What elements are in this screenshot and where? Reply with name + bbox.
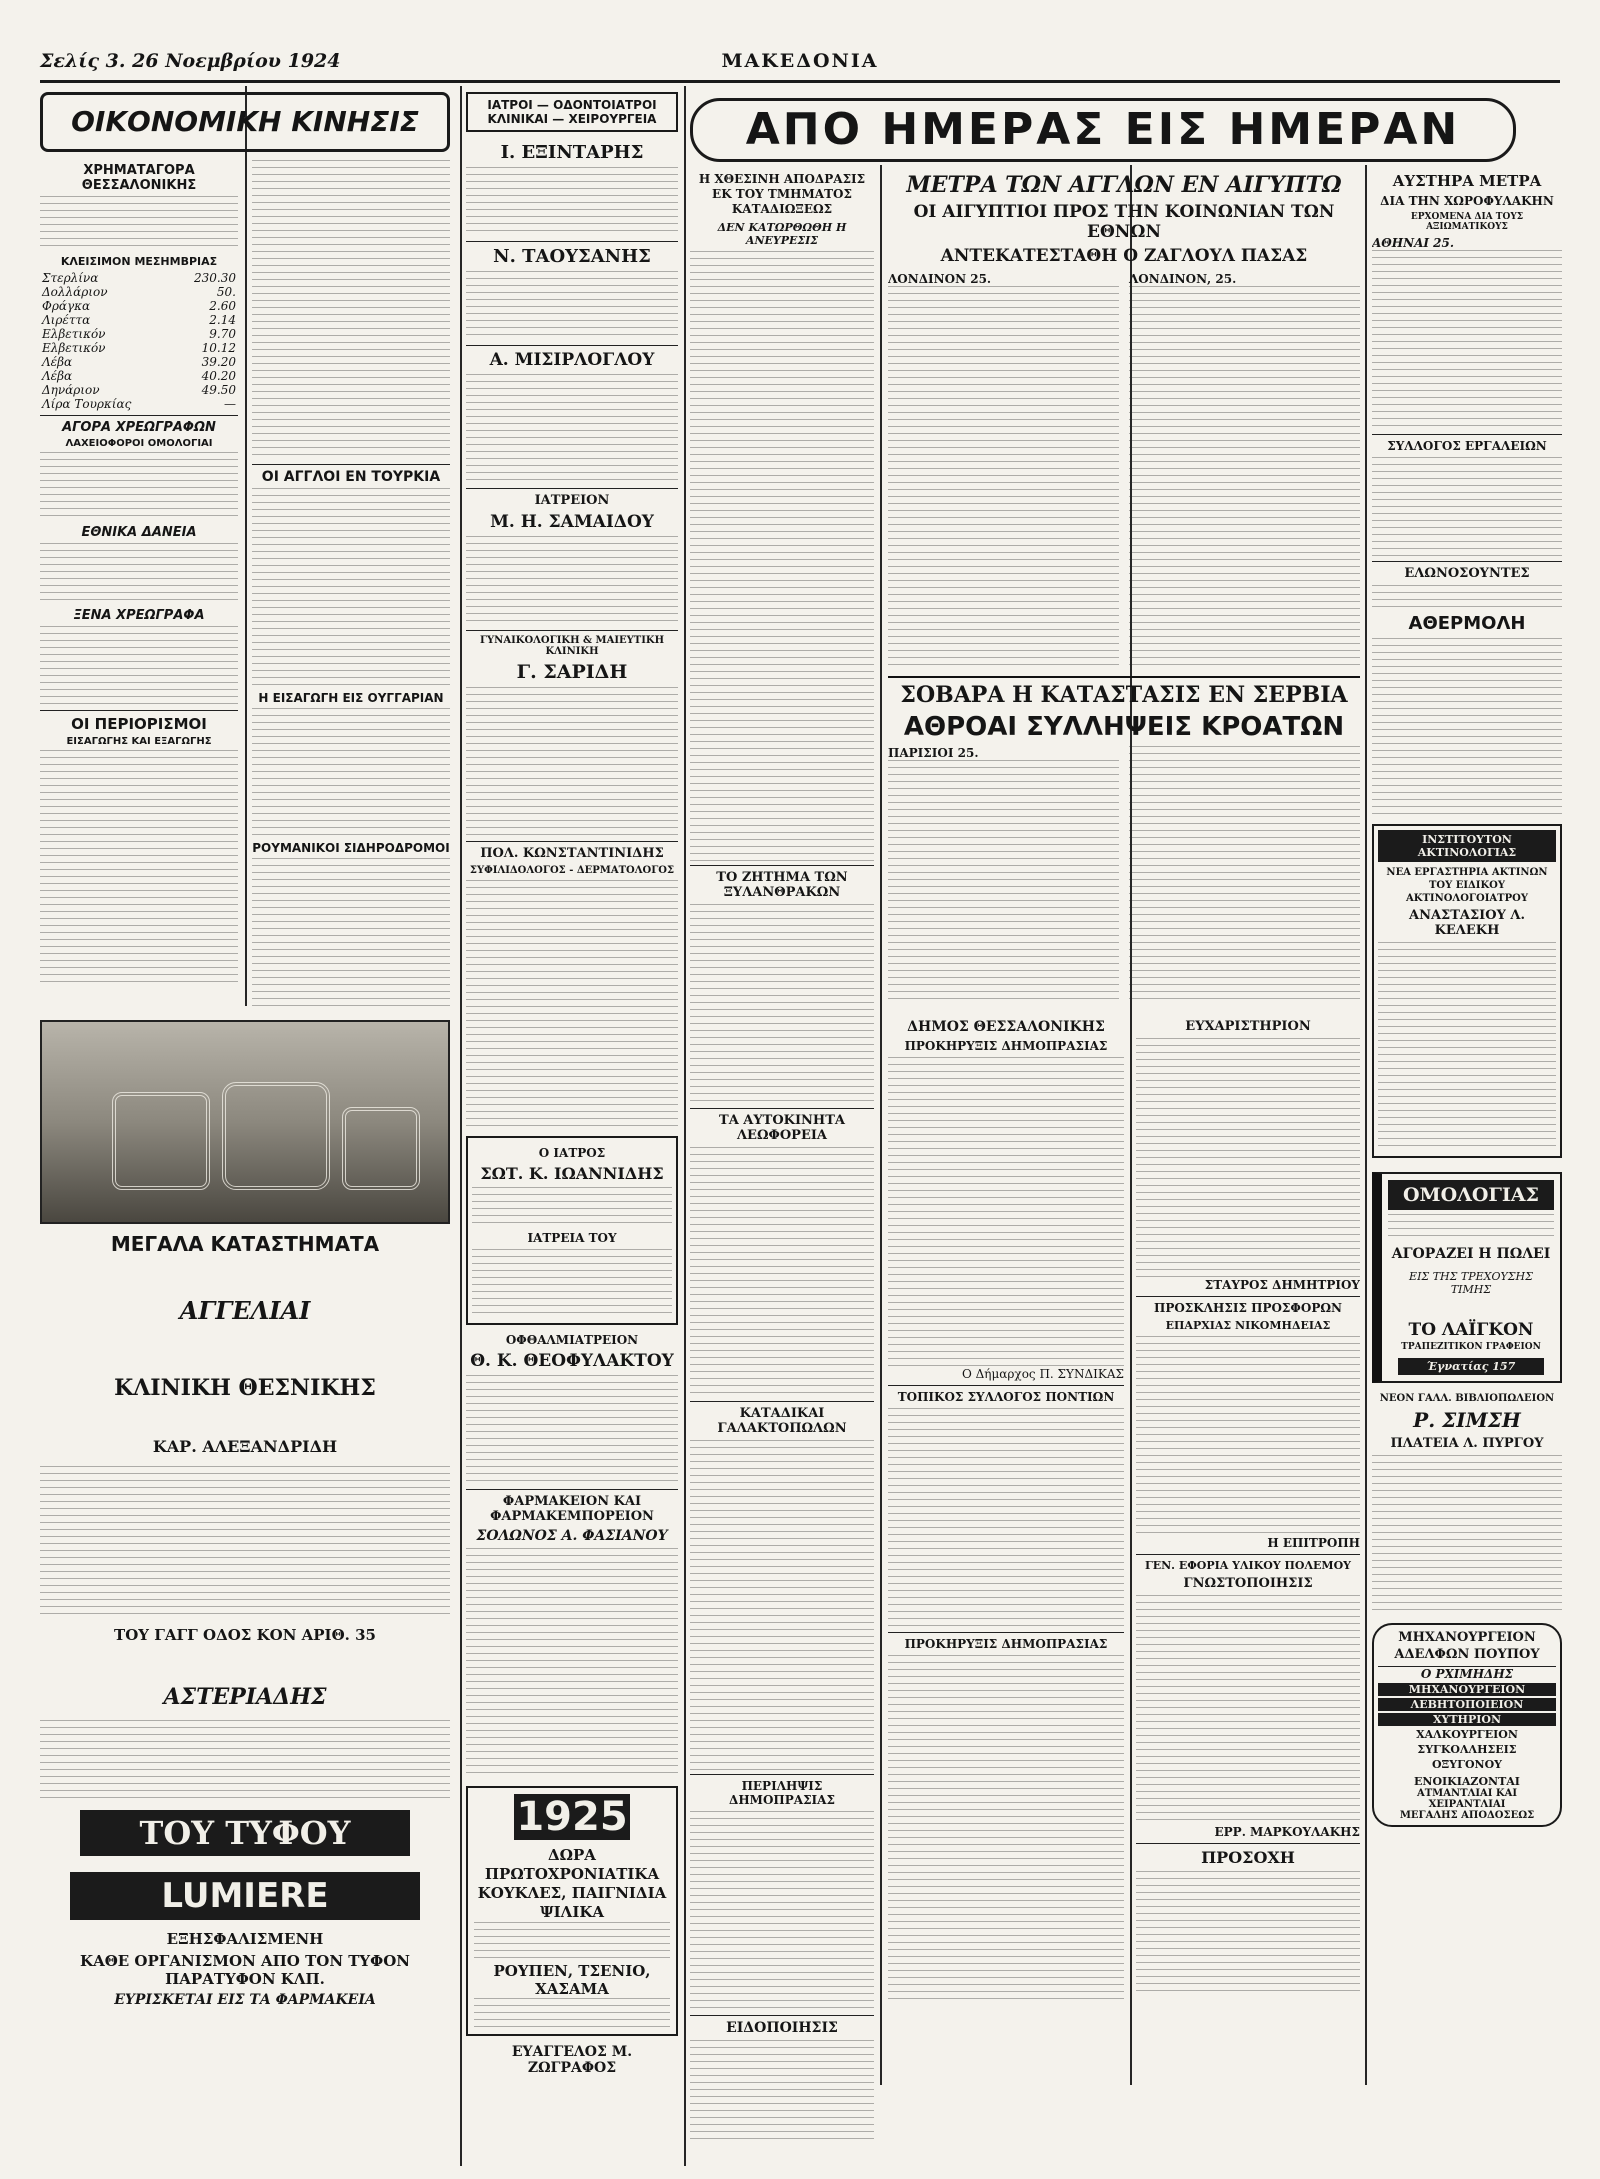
pharmacy-label: ΦΑΡΜΑΚΕΙΟΝ ΚΑΙ ΦΑΡΜΑΚΕΜΠΟΡΕΙΟΝ: [490, 1494, 654, 1524]
stock-subtitle: ΛΑΧΕΙΟΦΟΡΟΙ ΟΜΟΛΟΓΙΑΙ: [65, 438, 213, 449]
signature: Η ΕΠΙΤΡΟΠΗ: [1267, 1536, 1360, 1550]
main-banner: ΑΠΟ ΗΜΕΡΑΣ ΕΙΣ ΗΜΕΡΑΝ: [690, 98, 1516, 162]
article-subtitle: ΓΝΩΣΤΟΠΟΙΗΣΙΣ: [1183, 1576, 1313, 1591]
furniture-photo: [40, 1020, 450, 1224]
article-title: ΤΑ ΑΥΤΟΚΙΝΗΤΑ ΛΕΩΦΟΡΕΙΑ: [719, 1113, 845, 1143]
doctor-name: Μ. Η. ΣΑΜΑΙΔΟΥ: [490, 512, 654, 532]
foreign-title: ΞΕΝΑ ΧΡΕΩΓΡΑΦΑ: [73, 608, 205, 623]
signature: ΕΡΡ. ΜΑΡΚΟΥΛΑΚΗΣ: [1214, 1825, 1360, 1839]
rail-title: ΡΟΥΜΑΝΙΚΟΙ ΣΙΔΗΡΟΔΡΟΜΟΙ: [252, 841, 450, 855]
article-title: ΕΙΔΟΠΟΙΗΣΙΣ: [726, 2020, 838, 2036]
pharmacy-name: ΣΟΛΩΝΟΣ Α. ΦΑΣΙΑΝΟΥ: [476, 1528, 668, 1544]
doctor-name: ΠΟΛ. ΚΩΝΣΤΑΝΤΙΝΙΔΗΣ: [480, 846, 664, 861]
advertiser-name: ΕΥΑΓΓΕΛΟΣ Μ. ΖΩΓΡΑΦΟΣ: [511, 2044, 633, 2076]
header-rule: [40, 80, 1560, 83]
machine-shop-ad: ΜΗΧΑΝΟΥΡΓΕΙΟΝ ΑΔΕΛΦΩΝ ΠΟΥΠΟΥ Ο ΡΧΙΜΗΔΗΣ ΜΗΧΑΝΟΥΡΓΕΙΟΝ ΛΕΒΗΤΟΠΟΙΕΙΟΝ ΧΥΤΗΡΙΟΝ ΧΑΛΚΟΥΡΓΕΙΟΝ ΣΥΓΚΟΛΛΗΣΕΙΣ ΟΞΥΓΟΝΟΥ ΕΝΟΙΚΙΑΖΟΝΤΑΙ ΑΤΜΑΝΤΛΙΑΙ ΚΑΙ ΧΕΙΡΑΝΤΛΙΑΙ ΜΕΓΑΛΗΣ ΑΠΟΔΟΣΕΩΣ: [1372, 1623, 1562, 1827]
ad-line: ΑΣΤΕΡΙΑΔΗΣ: [163, 1684, 327, 1710]
page-date: Σελίς 3. 26 Νοεμβρίου 1924: [40, 50, 341, 72]
doctor-name: Θ. Κ. ΘΕΟΦΥΛΑΚΤΟΥ: [470, 1351, 674, 1371]
xray-ad: ΙΝΣΤΙΤΟΥΤΟΝ ΑΚΤΙΝΟΛΟΓΙΑΣ ΝΕΑ ΕΡΓΑΣΤΗΡΙΑ ΑΚΤΙΝΩΝ ΤΟΥ ΕΙΔΙΚΟΥ ΑΚΤΙΝΟΛΟΓΟΙΑΤΡΟΥ ΑΝΑΣΤΑΣΙΟΥ Λ. ΚΕΛΕΚΗ: [1372, 824, 1562, 1158]
table-row: Δηνάριον 49.50: [42, 383, 236, 397]
dateline: ΠΑΡΙΣΙΟΙ 25.: [888, 746, 979, 760]
article-title: ΤΟ ΖΗΤΗΜΑ ΤΩΝ ΞΥΛΑΝΘΡΑΚΩΝ: [716, 870, 848, 900]
ad-line: LUMIERE: [70, 1872, 420, 1920]
right-column: ΑΥΣΤΗΡΑ ΜΕΤΡΑ ΔΙΑ ΤΗΝ ΧΩΡΟΦΥΛΑΚΗΝ ΕΡΧΟΜΕΝΑ ΔΙΑ ΤΟΥΣ ΑΞΙΩΜΑΤΙΚΟΥΣ ΑΘΗΝΑΙ 25. ΣΥΛΛΟΓΟΣ ΕΡΓΑΛΕΙΩΝ ΕΛΩΝΟΣΟΥΝΤΕΣ ΑΘΕΡΜΟΛΗ ΙΝΣΤΙΤΟΥΤΟΝ ΑΚΤΙΝΟΛΟΓΙΑΣ ΝΕΑ ΕΡΓΑΣΤΗΡΙΑ ΑΚΤΙΝΩΝ ΤΟΥ ΕΙΔΙΚΟΥ ΑΚΤΙΝΟΛΟΓΟΙΑΤΡΟΥ ΑΝΑΣΤΑΣΙΟΥ Λ. ΚΕΛΕΚΗ ΟΜΟΛΟΓΙΑΣ ΑΓΟΡΑΖΕΙ Η ΠΩΛΕΙ ΕΙΣ ΤΗΣ ΤΡΕΧΟΥΣΗΣ ΤΙΜΗΣ ΤΟ ΛΑΪΓΚΟΝ ΤΡΑΠΕΖΙΤΙΚΟΝ ΓΡΑΦΕΙΟΝ Έγνατίας 157 ΝΕΟΝ ΓΑΛΛ. ΒΙΒΛΙΟΠΩΛΕΙΟΝ Ρ. ΣΙΜΣΗ ΠΛΑΤΕΙΑ Λ. ΠΥΡΓΟΥ ΜΗΧΑΝΟΥΡΓΕΙΟΝ ΑΔΕΛΦΩΝ ΠΟΥΠΟΥ Ο ΡΧΙΜΗΔΗΣ ΜΗΧΑΝΟΥΡΓΕΙΟΝ ΛΕΒΗΤΟΠΟΙΕΙΟΝ ΧΥΤΗΡΙΟΝ ΧΑΛΚΟΥΡΓΕΙΟΝ ΣΥΓΚΟΛΛΗΣΕΙΣ ΟΞΥΓΟΝΟΥ ΕΝΟΙΚΙΑΖΟΝΤΑΙ ΑΤΜΑΝΤΛΙΑΙ ΚΑΙ ΧΕΙΡΑΝΤΛΙΑΙ ΜΕΓΑΛΗΣ ΑΠΟΔΟΣΕΩΣ: [1372, 168, 1562, 2158]
article-title: Η ΧΘΕΣΙΝΗ ΑΠΟΔΡΑΣΙΣ ΕΚ ΤΟΥ ΤΜΗΜΑΤΟΣ ΚΑΤΑΔΙΩΞΕΩΣ: [698, 172, 866, 216]
economic-banner: ΟΙΚΟΝΟΜΙΚΗ ΚΙΝΗΣΙΣ: [40, 92, 450, 152]
market-title: ΧΡΗΜΑΤΑΓΟΡΑ ΘΕΣΣΑΛΟΝΙΚΗΣ: [81, 163, 197, 193]
economic-section: [40, 92, 450, 1012]
signature: Ο Δήμαρχος Π. ΣΥΝΔΙΚΑΣ: [961, 1367, 1124, 1381]
ad-line: ΤΟΥ ΤΥΦΟΥ: [80, 1810, 410, 1856]
column-rule: [684, 86, 686, 2166]
doctor-name: Γ. ΣΑΡΙΔΗ: [516, 661, 628, 683]
doctor-name: Α. ΜΙΣΙΡΛΟΓΛΟΥ: [489, 350, 655, 370]
hungary-title: Η ΕΙΣΑΓΩΓΗ ΕΙΣ ΟΥΓΓΑΡΙΑΝ: [258, 691, 444, 705]
article-title: ΠΡΟΚΗΡΥΞΙΣ ΔΗΜΟΠΡΑΣΙΑΣ: [904, 1637, 1108, 1651]
dateline: ΑΘΗΝΑΙ 25.: [1372, 236, 1455, 250]
article-title: ΕΛΩΝΟΣΟΥΝΤΕΣ: [1404, 566, 1530, 581]
article-title: ΣΥΛΛΟΓΟΣ ΕΡΓΑΛΕΙΩΝ: [1387, 439, 1547, 453]
table-row: Στερλίνα 230.30: [42, 271, 236, 285]
article-subtitle: ΕΡΧΟΜΕΝΑ ΔΙΑ ΤΟΥΣ ΑΞΙΩΜΑΤΙΚΟΥΣ: [1410, 212, 1524, 232]
stock-title: ΑΓΟΡΑ ΧΡΕΩΓΡΑΦΩΝ: [62, 420, 216, 435]
article-subtitle: ΠΡΟΚΗΡΥΞΙΣ ΔΗΜΟΠΡΑΣΙΑΣ: [904, 1039, 1108, 1053]
clinic-label: ΙΑΤΡΕΙΟΝ: [534, 493, 610, 508]
table-row: Ελβετικόν 9.70: [42, 327, 236, 341]
article-subtitle: ΑΝΤΕΚΑΤΕΣΤΑΘΗ Ο ΖΑΓΛΟΥΛ ΠΑΣΑΣ: [940, 246, 1308, 266]
article-title: ΚΑΤΑΔΙΚΑΙ ΓΑΛΑΚΤΟΠΩΛΩΝ: [717, 1406, 847, 1436]
doctors-header: ΙΑΤΡΟΙ — ΟΔΟΝΤΟΙΑΤΡΟΙ ΚΛΙΝΙΚΑΙ — ΧΕΙΡΟΥΡΓΕΙΑ: [466, 92, 678, 132]
column-rule: [460, 86, 462, 2166]
clinic-label: ΟΦΘΑΛΜΙΑΤΡΕΙΟΝ: [505, 1333, 639, 1347]
ad-title: ΙΝΣΤΙΤΟΥΤΟΝ ΑΚΤΙΝΟΛΟΓΙΑΣ: [1378, 830, 1556, 862]
article-title: ΓΕΝ. ΕΦΟΡΙΑ ΥΛΙΚΟΥ ΠΟΛΕΜΟΥ: [1144, 1559, 1352, 1572]
ad-title: ΟΜΟΛΟΓΙΑΣ: [1388, 1180, 1554, 1210]
ad-title: ΜΕΓΑΛΑ ΚΑΤΑΣΤΗΜΑΤΑ: [110, 1232, 380, 1256]
table-row: Λιρέττα 2.14: [42, 313, 236, 327]
article-subtitle: ΔΙΑ ΤΗΝ ΧΩΡΟΦΥΛΑΚΗΝ: [1380, 194, 1554, 208]
column-rule: [880, 165, 882, 2085]
rates-table: [40, 271, 238, 411]
doctor-name: ΑΝΑΣΤΑΣΙΟΥ Λ. ΚΕΛΕΚΗ: [1408, 908, 1526, 938]
turkey-title: ΟΙ ΑΓΓΛΟΙ ΕΝ ΤΟΥΡΚΙΑ: [261, 469, 441, 485]
ad-line: ΕΥΡΙΣΚΕΤΑΙ ΕΙΣ ΤΑ ΦΑΡΜΑΚΕΙΑ: [114, 1992, 376, 2008]
dateline: ΛΟΝΔΙΝΟΝ, 25.: [1129, 272, 1237, 286]
doctor-name: ΣΩΤ. Κ. ΙΩΑΝΝΙΔΗΣ: [480, 1164, 664, 1183]
egypt-article: [888, 168, 1360, 668]
clinic-label: ΣΥΦΙΛΙΔΟΛΟΓΟΣ - ΔΕΡΜΑΤΟΛΟΓΟΣ: [469, 865, 675, 876]
left-advertisement: [40, 1020, 450, 2150]
doctor-name: Ν. ΤΑΟΥΣΑΝΗΣ: [493, 246, 651, 267]
bank-address: Έγνατίας 157: [1398, 1358, 1544, 1375]
ad-line: ΚΛΙΝΙΚΗ ΘΕΣΝΙΚΗΣ: [114, 1375, 376, 1401]
bank-ad: ΟΜΟΛΟΓΙΑΣ ΑΓΟΡΑΖΕΙ Η ΠΩΛΕΙ ΕΙΣ ΤΗΣ ΤΡΕΧΟΥΣΗΣ ΤΙΜΗΣ ΤΟ ΛΑΪΓΚΟΝ ΤΡΑΠΕΖΙΤΙΚΟΝ ΓΡΑΦΕΙΟΝ Έγνατίας 157: [1372, 1172, 1562, 1383]
limits-title: ΟΙ ΠΕΡΙΟΡΙΣΜΟΙ: [71, 715, 207, 733]
brand-name: ΑΘΕΡΜΟΛΗ: [1408, 613, 1526, 634]
limits-subtitle: ΕΙΣΑΓΩΓΗΣ ΚΑΙ ΕΞΑΓΩΓΗΣ: [66, 736, 212, 747]
ad-title: ΜΗΧΑΝΟΥΡΓΕΙΟΝ ΑΔΕΛΦΩΝ ΠΟΥΠΟΥ: [1394, 1630, 1540, 1662]
clinic-label: ΓΥΝΑΙΚΟΛΟΓΙΚΗ & ΜΑΙΕΥΤΙΚΗ ΚΛΙΝΙΚΗ: [479, 635, 665, 657]
table-row: Λίρα Τουρκίας —: [42, 397, 236, 411]
masthead: ΜΑΚΕΔΟΝΙΑ: [721, 50, 879, 72]
article-title: ΠΡΟΣΚΛΗΣΙΣ ΠΡΟΣΦΟΡΩΝ: [1153, 1301, 1342, 1315]
serbia-article: [888, 672, 1360, 1012]
city-column: [888, 1015, 1124, 2155]
table-row: Δολλάριον 50.: [42, 285, 236, 299]
ad-line: ΑΓΓΕΛΙΑΙ: [179, 1296, 311, 1325]
article-title: ΠΡΟΣΟΧΗ: [1201, 1848, 1295, 1867]
loans-title: ΕΘΝΙΚΑ ΔΑΝΕΙΑ: [81, 525, 197, 540]
ad-line: ΕΞΗΣΦΑΛΙΣΜΕΝΗ: [166, 1930, 324, 1948]
bank-name: ΤΟ ΛΑΪΓΚΟΝ: [1408, 1320, 1534, 1340]
table-row: Λέβα 40.20: [42, 369, 236, 383]
signature: ΣΤΑΥΡΟΣ ΔΗΜΗΤΡΙΟΥ: [1204, 1278, 1360, 1292]
dateline: ΛΟΝΔΙΝΟΝ 25.: [888, 272, 992, 286]
table-row: Φράγκα 2.60: [42, 299, 236, 313]
closing-title: ΚΛΕΙΣΙΜΟΝ ΜΕΣΗΜΒΡΙΑΣ: [60, 255, 218, 268]
article-title: ΜΕΤΡΑ ΤΩΝ ΑΓΓΛΩΝ ΕΝ ΑΙΓΥΠΤΩ: [906, 172, 1342, 198]
table-row: Λέβα 39.20: [42, 355, 236, 369]
gifts-text: ΔΩΡΑ ΠΡΩΤΟΧΡΟΝΙΑΤΙΚΑ ΚΟΥΚΛΕΣ, ΠΑΙΓΝΙΔΙΑ ΨΙΛΙΚΑ: [477, 1846, 667, 1921]
article-title: ΠΕΡΙΛΗΨΙΣ ΔΗΜΟΠΡΑΣΙΑΣ: [729, 1779, 835, 1807]
article-subtitle: ΟΙ ΑΙΓΥΠΤΙΟΙ ΠΡΟΣ ΤΗΝ ΚΟΙΝΩΝΙΑΝ ΤΩΝ ΕΘΝΩΝ: [913, 202, 1335, 242]
article-title: ΑΥΣΤΗΡΑ ΜΕΤΡΑ: [1392, 172, 1542, 190]
doctor-box: Ο ΙΑΤΡΟΣ ΣΩΤ. Κ. ΙΩΑΝΝΙΔΗΣ ΙΑΤΡΕΙΑ ΤΟΥ: [466, 1136, 678, 1325]
gifts-ad: [466, 1786, 678, 2036]
article-title: ΤΟΠΙΚΟΣ ΣΥΛΛΟΓΟΣ ΠΟΝΤΙΩΝ: [897, 1390, 1115, 1404]
page-header: [40, 50, 1560, 76]
article-title: ΔΗΜΟΣ ΘΕΣΣΑΛΟΝΙΚΗΣ: [907, 1019, 1105, 1035]
doctor-name: Ι. ΕΞΙΝΤΑΡΗΣ: [500, 142, 644, 163]
article-subtitle: ΔΕΝ ΚΑΤΩΡΘΩΘΗ Η ΑΝΕΥΡΕΣΙΣ: [717, 221, 847, 247]
article-subtitle: ΑΘΡΟΑΙ ΣΥΛΛΗΨΕΙΣ ΚΡΟΑΤΩΝ: [903, 712, 1345, 742]
ad-line: ΤΟΥ ΓΑΓΓ ΟΔΟΣ ΚΟΝ ΑΡΙΘ. 35: [114, 1626, 376, 1644]
notices-column: [1136, 1015, 1360, 2155]
local-news-column: [690, 168, 874, 2158]
ad-line: ΚΑΡ. ΑΛΕΞΑΝΔΡΙΔΗ: [152, 1437, 338, 1456]
article-title: ΕΥΧΑΡΙΣΤΗΡΙΟΝ: [1185, 1019, 1311, 1034]
ad-line: ΚΑΘΕ ΟΡΓΑΝΙΣΜΟΝ ΑΠΟ ΤΟΝ ΤΥΦΟΝ ΠΑΡΑΤΥΦΟΝ ΚΛΠ.: [80, 1952, 410, 1988]
store-name: Ρ. ΣΙΜΣΗ: [1413, 1408, 1521, 1432]
table-row: Ελβετικόν 10.12: [42, 341, 236, 355]
article-title: ΣΟΒΑΡΑ Η ΚΑΤΑΣΤΑΣΙΣ ΕΝ ΣΕΡΒΙΑ: [900, 682, 1348, 708]
gifts-store: ΡΟΥΠΕΝ, ΤΣΕΝΙΟ, ΧΑΣΑΜΑ: [493, 1962, 651, 1998]
column-rule: [1365, 165, 1367, 2085]
doctors-column: [466, 92, 678, 2152]
year-label: 1925: [514, 1794, 630, 1840]
article-subtitle: ΕΠΑΡΧΙΑΣ ΝΙΚΟΜΗΔΕΙΑΣ: [1165, 1319, 1331, 1332]
